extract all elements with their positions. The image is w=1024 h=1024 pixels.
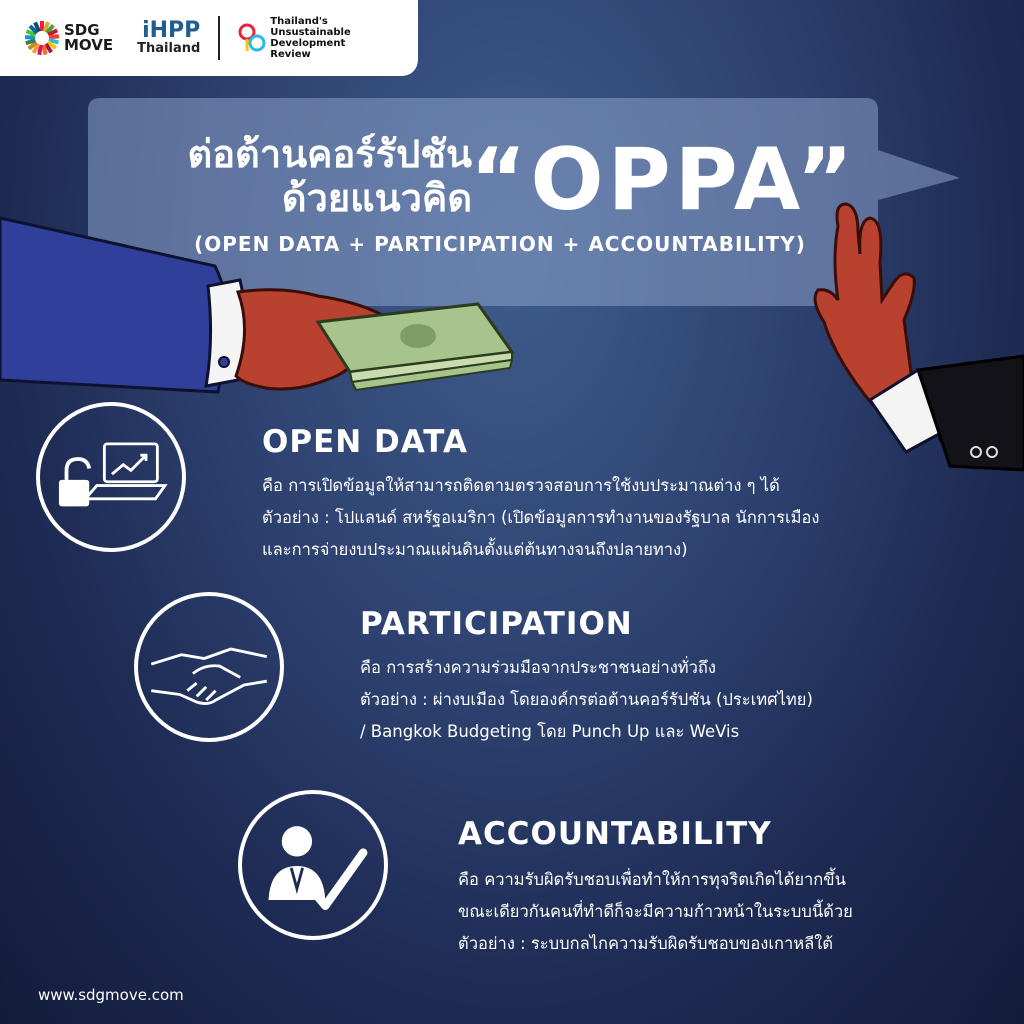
section-line: ตัวอย่าง : โปแลนด์ สหรัฐอเมริกา (เปิดข้อมูลการทำงานของรัฐบาล นักการเมือง (262, 508, 820, 527)
section-line: คือ ความรับผิดรับชอบเพื่อทำให้การทุจริตเกิดได้ยากขึ้น (458, 870, 846, 889)
section-line: ตัวอย่าง : ระบบกลไกความรับผิดรับชอบของเกาหลีใต้ (458, 934, 833, 953)
section-title-accountability: ACCOUNTABILITY (458, 816, 772, 852)
title-thai (112, 132, 472, 220)
title-thai-line2: ด้วยแนวคิด (281, 176, 472, 220)
subtitle: (OPEN DATA + PARTICIPATION + ACCOUNTABILITY) (194, 232, 806, 256)
section-line: คือ การเปิดข้อมูลให้สามารถติดตามตรวจสอบการใช้งบประมาณต่าง ๆ ได้ (262, 476, 780, 495)
section-line: และการจ่ายงบประมาณแผ่นดินตั้งแต่ต้นทางจนถึงปลายทาง) (262, 540, 688, 559)
section-body-accountability (458, 864, 853, 960)
sdg-logo-line2: MOVE (64, 36, 114, 54)
tudr-line2: Unsustainable (270, 27, 351, 38)
section-body-participation (360, 652, 813, 748)
title-thai-line1: ต่อต้านคอร์รัปชัน (187, 132, 472, 176)
handshake-icon (134, 592, 284, 742)
ihpp-logo-main: iHPP (142, 17, 201, 43)
footer-url[interactable]: www.sdgmove.com (38, 986, 184, 1004)
title-oppa: “OPPA” (470, 130, 857, 230)
tudr-line1: Thailand's (270, 16, 328, 27)
section-line: ตัวอย่าง : ผ่างบเมือง โดยองค์กรต่อต้านคอร์รัปชัน (ประเทศไทย) (360, 690, 813, 709)
tudr-line3: Development (270, 38, 346, 49)
person-check-icon (238, 790, 388, 940)
ihpp-logo-sub: Thailand (137, 40, 201, 56)
section-line: / Bangkok Budgeting โดย Punch Up และ WeVis (360, 722, 740, 741)
sdg-logo-line1: SDG (64, 21, 100, 39)
tudr-line4: Review (270, 49, 311, 60)
section-body-open-data (262, 470, 819, 566)
section-line: คือ การสร้างความร่วมมือจากประชาชนอย่างทั่วถึง (360, 658, 716, 677)
laptop-unlock-icon (36, 402, 186, 552)
section-title-open-data: OPEN DATA (262, 424, 469, 460)
section-title-participation: PARTICIPATION (360, 606, 633, 642)
section-line: ขณะเดียวกันคนที่ทำดีก็จะมีความก้าวหน้าในระบบนี้ด้วย (458, 902, 853, 921)
